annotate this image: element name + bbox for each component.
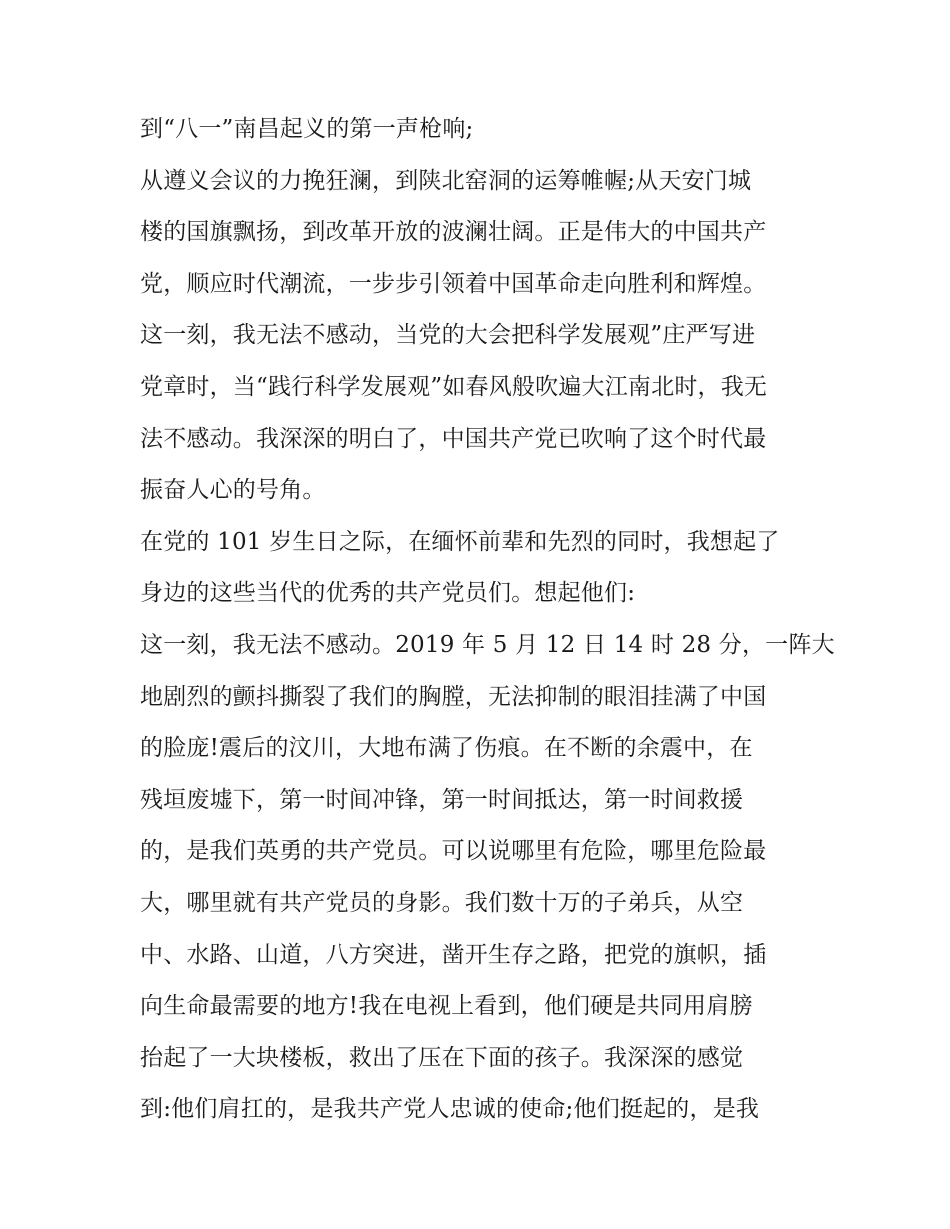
text-line: 这一刻，我无法不感动。2019 年 5 月 12 日 14 时 28 分，一阵大	[140, 631, 835, 658]
text-line: 身边的这些当代的优秀的共产党员们。想起他们:	[140, 580, 636, 607]
text-line: 到:他们肩扛的，是我共产党人忠诚的使命;他们挺起的，是我	[140, 1096, 760, 1123]
text-line: 在党的 101 岁生日之际，在缅怀前辈和先烈的同时，我想起了	[140, 528, 780, 555]
text-line: 党，顺应时代潮流，一步步引领着中国革命走向胜利和辉煌。	[140, 270, 767, 297]
text-line: 从遵义会议的力挽狂澜，到陕北窑洞的运筹帷幄;从天安门城	[140, 167, 752, 194]
text-line: 残垣废墟下，第一时间冲锋，第一时间抵达，第一时间救援	[140, 786, 744, 813]
text-line: 振奋人心的号角。	[140, 477, 326, 504]
text-line: 的脸庞!震后的汶川，大地布满了伤痕。在不断的余震中，在	[140, 735, 753, 762]
text-line: 法不感动。我深深的明白了，中国共产党已吹响了这个时代最	[140, 425, 767, 452]
text-line: 地剧烈的颤抖撕裂了我们的胸膛，无法抑制的眼泪挂满了中国	[140, 683, 767, 710]
text-line: 的，是我们英勇的共产党员。可以说哪里有危险，哪里危险最	[140, 838, 767, 865]
text-line: 楼的国旗飘扬，到改革开放的波澜壮阔。正是伟大的中国共产	[140, 219, 767, 246]
text-line: 党章时，当“践行科学发展观”如春风般吹遍大江南北时，我无	[140, 373, 768, 400]
text-line: 大，哪里就有共产党员的身影。我们数十万的子弟兵，从空	[140, 889, 744, 916]
text-line: 这一刻，我无法不感动，当党的大会把科学发展观”庄严写进	[140, 322, 756, 349]
body-text	[140, 104, 840, 1136]
text-line: 到“八一”南昌起义的第一声枪响;	[140, 116, 474, 142]
text-line: 抬起了一大块楼板，救出了压在下面的孩子。我深深的感觉	[140, 1044, 744, 1071]
text-line: 向生命最需要的地方!我在电视上看到，他们硬是共同用肩膀	[140, 993, 753, 1020]
text-line: 中、水路、山道，八方突进，凿开生存之路，把党的旗帜，插	[140, 941, 767, 968]
